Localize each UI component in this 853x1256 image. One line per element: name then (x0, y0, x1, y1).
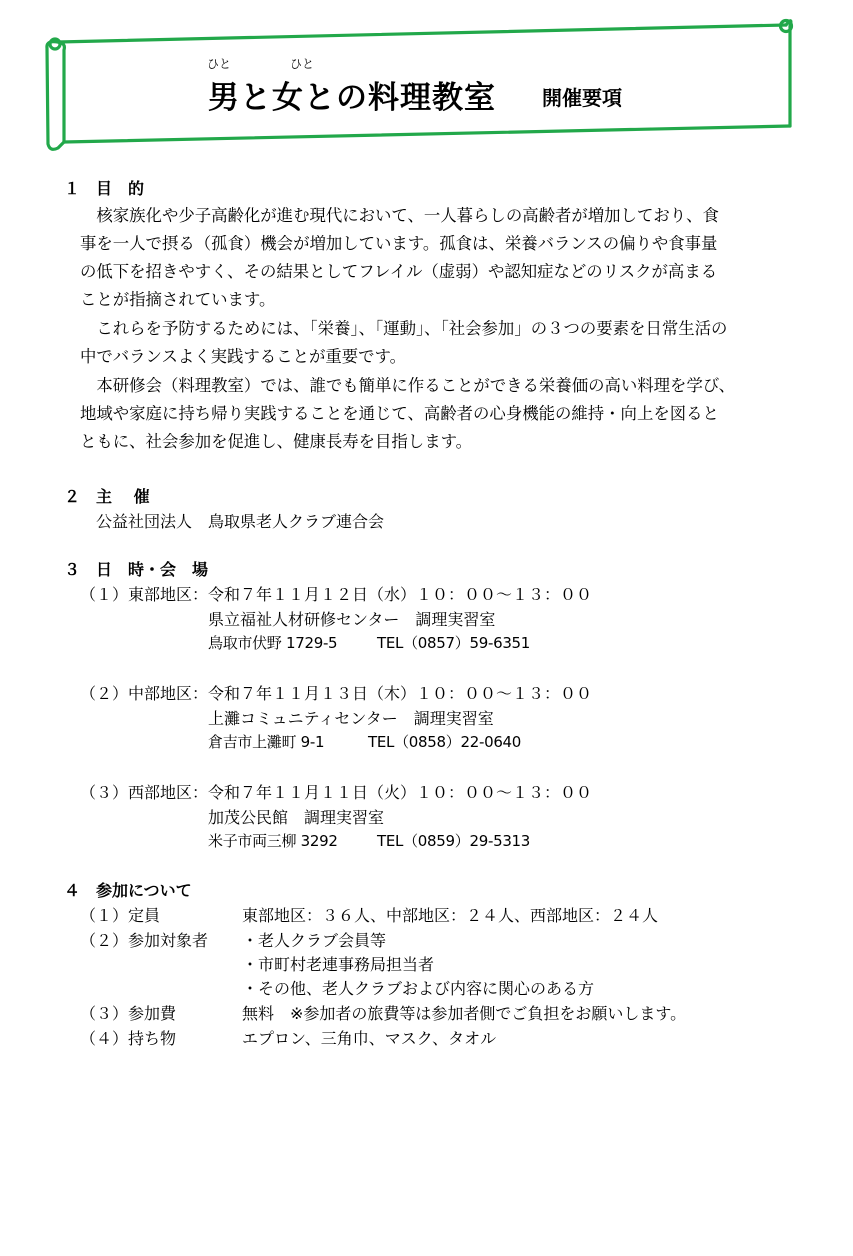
venue-west-place: 加茂公民館 調理実習室 (208, 808, 385, 827)
venue-east-datetime: 令和７年１１月１２日（水）１０：００～１３：００ (208, 585, 593, 604)
section1-line-9: ともに、社会参加を促進し、健康長寿を目指します。 (80, 432, 473, 451)
venue-west-tel: TEL（0859）29-5313 (377, 832, 531, 850)
venue-central-tel: TEL（0858）22-0640 (368, 733, 522, 751)
venue-east-place: 県立福祉人材研修センター 調理実習室 (208, 610, 496, 629)
section4-heading: ４ 参加について (64, 881, 192, 900)
section1-line-1: 核家族化や少子高齢化が進む現代において、一人暮らしの高齢者が増加しており、食 (80, 206, 719, 225)
venue-west-label: （３）西部地区： (80, 783, 209, 802)
venue-east-tel: TEL（0857）59-6351 (377, 634, 531, 652)
target-label: （２）参加対象者 (80, 931, 209, 950)
venue-east-address: 鳥取市伏野 1729-5 (208, 634, 338, 652)
venue-central-address: 倉吉市上灘町 9-1 (208, 733, 325, 751)
section1-line-3: の低下を招きやすく、その結果としてフレイル（虚弱）や認知症などのリスクが高まる (80, 262, 718, 281)
section1-heading: １ 目 的 (64, 179, 145, 198)
belongings-label: （４）持ち物 (80, 1029, 177, 1048)
section1-line-8: 地域や家庭に持ち帰り実践することを通じて、高齢者の心身機能の維持・向上を図ると (80, 404, 719, 423)
venue-central-place: 上灘コミュニティセンター 調理実習室 (208, 709, 494, 728)
ruby-man: ひと (207, 57, 232, 71)
section2-heading: ２ 主 催 (64, 487, 150, 506)
section3-heading: ３ 日 時・会 場 (64, 560, 209, 579)
venue-west-datetime: 令和７年１１月１１日（火）１０：００～１３：００ (208, 783, 593, 802)
fee-label: （３）参加費 (80, 1004, 177, 1023)
section1-line-4: ことが指摘されています。 (80, 290, 276, 309)
organizer-name: 公益社団法人 鳥取県老人クラブ連合会 (96, 512, 385, 531)
ruby-woman: ひと (290, 57, 315, 71)
section1-line-6: 中でバランスよく実践することが重要です。 (80, 347, 407, 366)
belongings-value: エプロン、三角巾、マスク、タオル (242, 1029, 497, 1048)
target-value-1: ・老人クラブ会員等 (242, 931, 387, 950)
venue-west-address: 米子市両三柳 3292 (208, 832, 338, 850)
section1-line-7: 本研修会（料理教室）では、誰でも簡単に作ることができる栄養価の高い料理を学び、 (80, 376, 735, 395)
fee-value: 無料 ※参加者の旅費等は参加者側でご負担をお願いします。 (242, 1004, 687, 1023)
page-title: 男と女との料理教室 (208, 80, 496, 116)
venue-central-label: （２）中部地区： (80, 684, 209, 703)
page-subtitle: 開催要項 (542, 86, 622, 110)
capacity-value: 東部地区：３６人、中部地区：２４人、西部地区：２４人 (242, 906, 659, 925)
section1-line-2: 事を一人で摂る（孤食）機会が増加しています。孤食は、栄養バランスの偏りや食事量 (80, 234, 718, 253)
section1-line-5: これらを予防するためには、「栄養」、「運動」、「社会参加」の３つの要素を日常生活の (80, 319, 728, 338)
venue-central-datetime: 令和７年１１月１３日（木）１０：００～１３：００ (208, 684, 593, 703)
capacity-label: （１）定員 (80, 906, 161, 925)
target-value-2: ・市町村老連事務局担当者 (242, 955, 435, 974)
target-value-3: ・その他、老人クラブおよび内容に関心のある方 (242, 979, 595, 998)
venue-east-label: （１）東部地区： (80, 585, 209, 604)
